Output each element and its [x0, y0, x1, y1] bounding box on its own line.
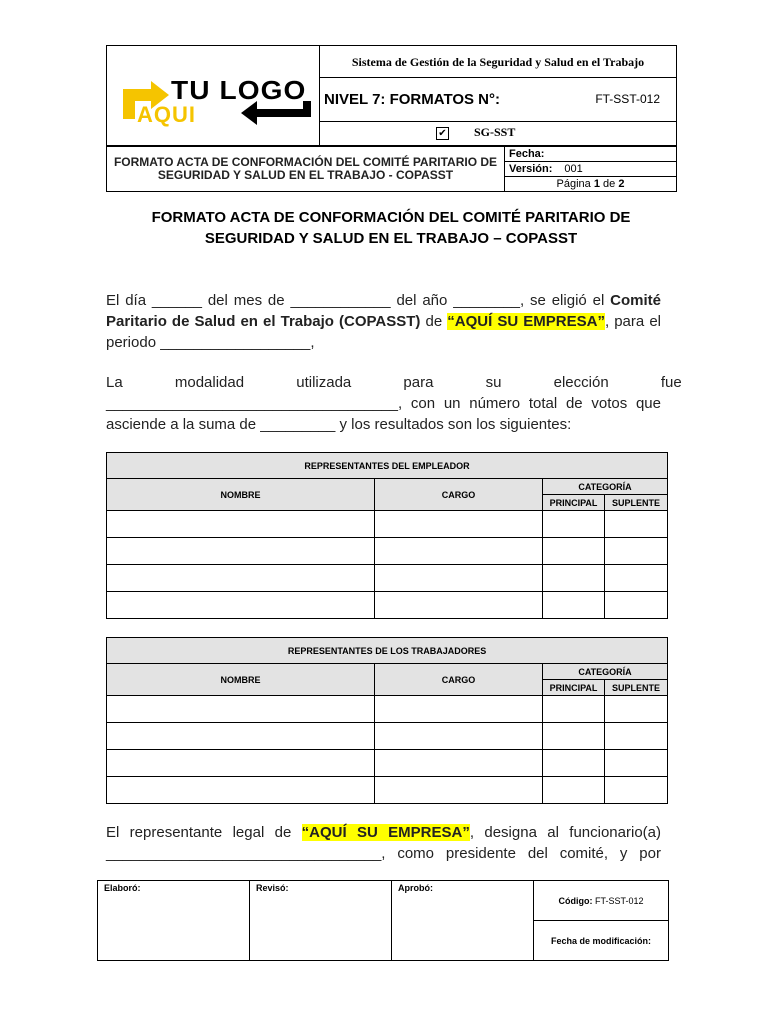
p3-text-c: , designa al funcionario(a): [469, 824, 661, 841]
reviso-cell[interactable]: [250, 881, 392, 961]
aprobo-label: Aprobó:: [398, 883, 433, 893]
sgsst-cell: [320, 122, 677, 146]
page-sep: de: [603, 177, 616, 190]
table-row: [107, 723, 668, 750]
table-cell[interactable]: [543, 777, 605, 804]
employer-col-nombre: NOMBRE: [107, 479, 375, 511]
table-row: [107, 696, 668, 723]
table-cell[interactable]: [375, 592, 543, 619]
table-cell[interactable]: [543, 723, 605, 750]
logo: [107, 47, 320, 145]
table-row: [107, 592, 668, 619]
p1-text-a: El día ______ del mes de ____________ del año ________, se eligió el: [106, 292, 611, 309]
p1-committee-name: Comité: [610, 292, 661, 309]
table-cell[interactable]: [605, 696, 668, 723]
nivel-label: NIVEL 7: FORMATOS N°:: [324, 91, 501, 108]
table-cell[interactable]: [107, 538, 375, 565]
sgsst-checkbox[interactable]: ✔: [436, 127, 449, 140]
p2-line2: ___________________________________, con un número total de votos que: [106, 395, 661, 412]
elaboro-cell[interactable]: [98, 881, 250, 961]
fecha-modificacion-cell: [534, 921, 669, 961]
table-row: [107, 538, 668, 565]
footer-table: [97, 880, 669, 961]
workers-col-nombre: NOMBRE: [107, 664, 375, 696]
page-total: 2: [618, 177, 625, 190]
workers-col-principal: PRINCIPAL: [543, 680, 605, 696]
system-title: Sistema de Gestión de la Seguridad y Salud en el Trabajo: [320, 46, 677, 78]
p3-line1: [106, 822, 661, 843]
header-meta-table: [106, 146, 677, 192]
version-cell: [505, 162, 677, 177]
company-placeholder-1: “AQUÍ SU EMPRESA”: [447, 313, 605, 330]
p1-text-de: de: [420, 313, 448, 330]
employer-col-categoria: CATEGORÍA: [543, 479, 668, 495]
workers-table-title: REPRESENTANTES DE LOS TRABAJADORES: [107, 638, 668, 664]
p2-line3: asciende a la suma de _________ y los resultados son los siguientes:: [106, 416, 572, 433]
sgsst-label: SG-SST: [474, 125, 516, 139]
page-current: 1: [593, 177, 600, 190]
table-cell[interactable]: [107, 565, 375, 592]
table-cell[interactable]: [543, 565, 605, 592]
codigo-cell: [534, 881, 669, 921]
workers-col-cargo: CARGO: [375, 664, 543, 696]
form-code: FT-SST-012: [595, 92, 660, 106]
table-cell[interactable]: [605, 723, 668, 750]
table-cell[interactable]: [543, 511, 605, 538]
reviso-label: Revisó:: [256, 883, 289, 893]
fecha-label: Fecha:: [509, 147, 545, 160]
workers-col-categoria: CATEGORÍA: [543, 664, 668, 680]
aprobo-cell[interactable]: [392, 881, 534, 961]
table-cell[interactable]: [605, 538, 668, 565]
p1-text-para: , para el: [604, 313, 661, 330]
page-cell: [505, 177, 677, 192]
table-cell[interactable]: [543, 538, 605, 565]
table-cell[interactable]: [605, 511, 668, 538]
table-cell[interactable]: [107, 696, 375, 723]
header-table: [106, 45, 677, 146]
table-cell[interactable]: [107, 511, 375, 538]
employer-col-suplente: SUPLENTE: [605, 495, 668, 511]
p1-line3: periodo __________________,: [106, 334, 315, 351]
elaboro-label: Elaboró:: [104, 883, 141, 893]
table-cell[interactable]: [375, 565, 543, 592]
employer-col-principal: PRINCIPAL: [543, 495, 605, 511]
table-cell[interactable]: [375, 723, 543, 750]
p2-line1: La modalidad utilizada para su elección fue: [106, 374, 682, 391]
p1-line2: [106, 311, 661, 332]
codigo-label: Código:: [558, 895, 593, 906]
table-row: [107, 565, 668, 592]
logo-cell: [107, 46, 320, 146]
paragraph-election: [106, 290, 661, 353]
table-cell[interactable]: [375, 777, 543, 804]
p1-committee-full: Paritario de Salud en el Trabajo (COPASST): [106, 313, 421, 330]
document-title: FORMATO ACTA DE CONFORMACIÓN DEL COMITÉ PARITARIO DE SEGURIDAD Y SALUD EN EL TRABAJO – COPASST: [151, 209, 631, 247]
table-row: [107, 511, 668, 538]
table-cell[interactable]: [107, 777, 375, 804]
fecha-cell: [505, 147, 677, 162]
table-cell[interactable]: [543, 696, 605, 723]
paragraph-modality: [106, 372, 682, 435]
form-title: FORMATO ACTA DE CONFORMACIÓN DEL COMITÉ PARITARIO DE SEGURIDAD Y SALUD EN EL TRABAJO - COPASST: [107, 147, 505, 192]
company-placeholder-2: “AQUÍ SU EMPRESA”: [301, 824, 470, 841]
table-cell[interactable]: [107, 592, 375, 619]
table-cell[interactable]: [605, 777, 668, 804]
logo-text-top: TU LOGO: [171, 74, 307, 105]
table-row: [107, 750, 668, 777]
table-cell[interactable]: [605, 565, 668, 592]
table-cell[interactable]: [605, 750, 668, 777]
fecha-modificacion-label: Fecha de modificación:: [550, 935, 652, 946]
employer-representatives-table: [106, 452, 668, 619]
table-cell[interactable]: [605, 592, 668, 619]
logo-text-bottom: AQUI: [137, 101, 196, 127]
version-value: 001: [564, 162, 583, 175]
codigo-value: FT-SST-012: [595, 895, 644, 906]
p1-line1: [106, 290, 661, 311]
table-cell[interactable]: [543, 750, 605, 777]
table-cell[interactable]: [375, 538, 543, 565]
employer-col-cargo: CARGO: [375, 479, 543, 511]
table-cell[interactable]: [543, 592, 605, 619]
employer-table-title: REPRESENTANTES DEL EMPLEADOR: [107, 453, 668, 479]
table-cell[interactable]: [375, 750, 543, 777]
p3-text-a: El representante legal de: [106, 824, 302, 841]
table-row: [107, 777, 668, 804]
table-cell[interactable]: [375, 696, 543, 723]
paragraph-president: [106, 822, 661, 864]
workers-representatives-table: [106, 637, 668, 804]
nivel-cell: [320, 78, 677, 122]
table-cell[interactable]: [107, 750, 375, 777]
table-cell[interactable]: [375, 511, 543, 538]
workers-col-suplente: SUPLENTE: [605, 680, 668, 696]
page-prefix: Página: [556, 177, 591, 190]
table-cell[interactable]: [107, 723, 375, 750]
p3-line2: _________________________________, como presidente del comité, y por: [106, 845, 661, 862]
version-label: Versión:: [509, 162, 553, 175]
